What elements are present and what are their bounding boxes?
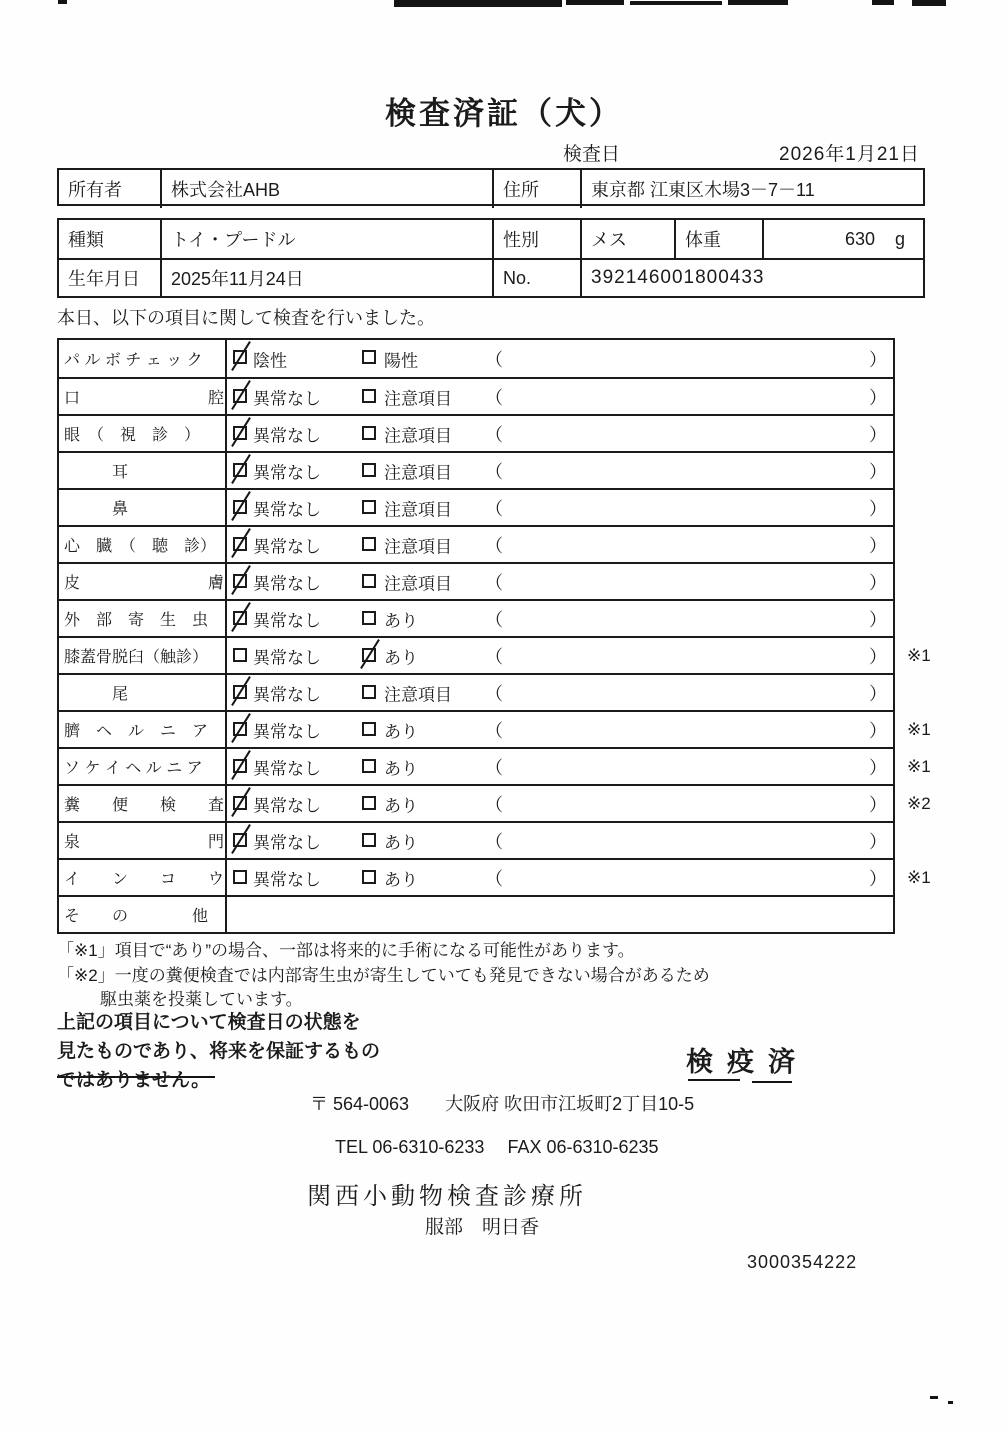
paren-open: （	[485, 868, 503, 889]
scan-artifact	[948, 1401, 953, 1404]
option2-label: 注意項目	[384, 389, 452, 408]
birthdate-value: 2025年11月24日	[160, 258, 492, 296]
owner-label: 所有者	[68, 180, 122, 200]
exam-row-content	[227, 786, 893, 821]
exam-row-label: イ ン コ ウ	[59, 860, 227, 895]
paren-close: ）	[869, 831, 887, 852]
exam-row-label: 皮 膚	[59, 564, 227, 599]
checkbox-option2	[362, 796, 376, 810]
exam-row-label: ソ ケ イ ヘ ル ニ ア	[59, 749, 227, 784]
no-label: No.	[492, 258, 580, 296]
option2-label: 注意項目	[384, 463, 452, 482]
exam-row-content	[227, 860, 893, 895]
checkbox-option1	[233, 870, 247, 884]
checkbox-option1	[233, 389, 247, 403]
clinic-tel-fax: TEL 06-6310-6233 FAX 06-6310-6235	[335, 1137, 659, 1157]
checkbox-option2	[362, 463, 376, 477]
option1-label: 異常なし	[253, 648, 321, 667]
checkbox-option2	[362, 500, 376, 514]
table-row	[59, 340, 893, 377]
table-row	[59, 858, 931, 895]
paren-open: （	[485, 683, 503, 704]
table-row	[59, 377, 893, 414]
exam-row-content	[227, 340, 893, 377]
exam-row-label: 耳	[59, 453, 227, 488]
exam-row-content	[227, 490, 893, 525]
checkbox-option1	[233, 574, 247, 588]
exam-row-content	[227, 453, 893, 488]
exam-row-label: そ の 他	[59, 897, 227, 932]
sex-value: メス	[580, 220, 674, 258]
checkbox-option2	[362, 574, 376, 588]
exam-date-label: 検査日	[563, 144, 621, 165]
exam-row-label: 臍 ヘ ル ニ ア	[59, 712, 227, 747]
exam-row-content	[227, 638, 893, 673]
exam-row-content	[227, 527, 893, 562]
paren-open: （	[485, 387, 503, 408]
paren-close: ）	[869, 683, 887, 704]
paren-open: （	[485, 349, 503, 370]
option1-label: 異常なし	[253, 389, 321, 408]
exam-row-content	[227, 823, 893, 858]
no-value: 392146001800433	[580, 258, 923, 296]
checkbox-option2	[362, 350, 376, 364]
option2-label: あり	[384, 759, 418, 778]
table-row	[59, 710, 931, 747]
option1-label: 異常なし	[253, 500, 321, 519]
option1-label: 異常なし	[253, 537, 321, 556]
serial-number: 3000354222	[747, 1252, 858, 1272]
option1-label: 異常なし	[253, 796, 321, 815]
clinic-address: 〒 564-0063 大阪府 吹田市江坂町2丁目10-5	[310, 1094, 695, 1114]
footnote-2-line1: 「※2」一度の糞便検査では内部寄生虫が寄生していても発見できない場合があるため	[57, 966, 710, 985]
paren-close: ）	[869, 720, 887, 741]
checkbox-option1	[233, 759, 247, 773]
intro-text: 本日、以下の項目に関して検査を行いました。	[57, 308, 435, 328]
option1-label: 異常なし	[253, 722, 321, 741]
paren-close: ）	[869, 424, 887, 445]
scan-artifact	[752, 1081, 792, 1083]
checkbox-option1	[233, 722, 247, 736]
exam-row-label: 外 部 寄 生 虫	[59, 601, 227, 636]
scan-artifact	[912, 0, 946, 6]
paren-open: （	[485, 424, 503, 445]
option2-label: あり	[384, 722, 418, 741]
birthdate-label: 生年月日	[59, 258, 162, 296]
paren-open: （	[485, 757, 503, 778]
exam-row-label: パ ル ボ チ ェ ッ ク	[59, 340, 227, 377]
paren-open: （	[485, 461, 503, 482]
paren-close: ）	[869, 572, 887, 593]
exam-row-label: 眼 （ 視 診 ）	[59, 416, 227, 451]
option1-label: 異常なし	[253, 574, 321, 593]
paren-open: （	[485, 498, 503, 519]
option2-label: あり	[384, 611, 418, 630]
paren-close: ）	[869, 646, 887, 667]
disclaimer-line1: 上記の項目について検査日の状態を	[57, 1012, 361, 1033]
option2-label: 注意項目	[384, 537, 452, 556]
paren-close: ）	[869, 757, 887, 778]
paren-open: （	[485, 794, 503, 815]
note-mark: ※2	[907, 793, 931, 813]
paren-open: （	[485, 720, 503, 741]
exam-row-content	[227, 601, 893, 636]
staff-name: 服部 明日香	[425, 1217, 540, 1238]
scan-artifact	[688, 1079, 740, 1081]
exam-row-content	[227, 897, 893, 932]
scan-artifact	[566, 0, 624, 5]
checkbox-option1	[233, 611, 247, 625]
option1-label: 異常なし	[253, 759, 321, 778]
option1-label: 陰性	[253, 351, 287, 370]
table-row	[59, 414, 893, 451]
option1-label: 異常なし	[253, 463, 321, 482]
owner-table	[57, 168, 925, 206]
option2-label: あり	[384, 796, 418, 815]
paren-open: （	[485, 831, 503, 852]
table-row	[59, 821, 893, 858]
disclaimer-line2: 見たものであり、将来を保証するもの	[57, 1041, 381, 1062]
exam-row-content	[227, 416, 893, 451]
exam-date-value: 2026年1月21日	[779, 144, 920, 165]
page-title: 検査済証（犬）	[385, 96, 623, 131]
table-row	[59, 895, 893, 932]
exam-row-label: 鼻	[59, 490, 227, 525]
checkbox-option2	[362, 870, 376, 884]
paren-close: ）	[869, 794, 887, 815]
checkbox-option1	[233, 796, 247, 810]
footnote-1: 「※1」項目で“あり”の場合、一部は将来的に手術になる可能性があります。	[57, 941, 635, 960]
sex-label: 性別	[492, 220, 580, 258]
checkbox-option2	[362, 685, 376, 699]
checkbox-option1	[233, 833, 247, 847]
checkbox-option2	[362, 537, 376, 551]
address-value: 東京都 江東区木場3－7－11	[580, 170, 923, 208]
paren-close: ）	[869, 349, 887, 370]
checkbox-option2	[362, 611, 376, 625]
checkbox-option1	[233, 350, 247, 364]
exam-row-content	[227, 675, 893, 710]
exam-row-content	[227, 712, 893, 747]
weight-number: 630	[844, 228, 875, 249]
paren-close: ）	[869, 498, 887, 519]
scan-artifact	[930, 1396, 938, 1399]
option2-label: あり	[384, 648, 418, 667]
exam-row-label: 口 腔	[59, 379, 227, 414]
paren-close: ）	[869, 609, 887, 630]
note-mark: ※1	[907, 645, 931, 665]
note-mark: ※1	[907, 867, 931, 887]
exam-row-label: 尾	[59, 675, 227, 710]
footnote-2-line2: 駆虫薬を投薬しています。	[100, 990, 303, 1009]
exam-table	[57, 338, 931, 934]
option2-label: 注意項目	[384, 574, 452, 593]
table-row	[59, 562, 893, 599]
checkbox-option2	[362, 426, 376, 440]
address-label: 住所	[492, 170, 580, 208]
checkbox-option1	[233, 648, 247, 662]
paren-open: （	[485, 609, 503, 630]
weight-label: 体重	[674, 220, 762, 258]
scan-artifact	[394, 0, 562, 7]
checkbox-option2	[362, 722, 376, 736]
scan-artifact	[630, 1, 722, 5]
quarantine-stamp: 検疫済	[686, 1047, 809, 1077]
option2-label: あり	[384, 870, 418, 889]
pet-info-table	[57, 218, 925, 298]
paren-close: ）	[869, 868, 887, 889]
checkbox-option1	[233, 537, 247, 551]
breed-label: 種類	[68, 230, 104, 250]
checkbox-option2	[362, 648, 376, 662]
table-row	[59, 747, 931, 784]
paren-open: （	[485, 572, 503, 593]
checkbox-option1	[233, 426, 247, 440]
table-row	[59, 673, 893, 710]
scan-artifact	[58, 0, 67, 4]
clinic-name: 関西小動物検査診療所	[307, 1183, 587, 1210]
weight-unit: g	[894, 228, 905, 249]
table-row	[59, 488, 893, 525]
paren-close: ）	[869, 535, 887, 556]
option1-label: 異常なし	[253, 833, 321, 852]
exam-row-label: 泉 門	[59, 823, 227, 858]
exam-row-content	[227, 749, 893, 784]
exam-row-content	[227, 564, 893, 599]
table-row	[59, 636, 931, 673]
table-row	[59, 784, 931, 821]
option2-label: 注意項目	[384, 426, 452, 445]
option2-label: 注意項目	[384, 685, 452, 704]
checkbox-option2	[362, 833, 376, 847]
option1-label: 異常なし	[253, 685, 321, 704]
weight-value	[762, 220, 923, 258]
paren-open: （	[485, 535, 503, 556]
option1-label: 異常なし	[253, 426, 321, 445]
option1-label: 異常なし	[253, 870, 321, 889]
checkbox-option1	[233, 685, 247, 699]
exam-row-label: 糞 便 検 査	[59, 786, 227, 821]
checkbox-option2	[362, 759, 376, 773]
scan-artifact	[728, 0, 788, 5]
note-mark: ※1	[907, 756, 931, 776]
checkbox-option1	[233, 500, 247, 514]
option2-label: 注意項目	[384, 500, 452, 519]
paren-open: （	[485, 646, 503, 667]
note-mark: ※1	[907, 719, 931, 739]
breed-value: トイ・プードル	[160, 220, 492, 258]
paren-close: ）	[869, 387, 887, 408]
option2-label: あり	[384, 833, 418, 852]
owner-value: 株式会社AHB	[160, 170, 492, 208]
checkbox-option2	[362, 389, 376, 403]
table-row	[59, 599, 893, 636]
exam-row-content	[227, 379, 893, 414]
option2-label: 陽性	[384, 351, 418, 370]
exam-row-label: 心 臓 （ 聴 診）	[59, 527, 227, 562]
option1-label: 異常なし	[253, 611, 321, 630]
disclaimer-line3: ではありません。	[57, 1070, 211, 1091]
checkbox-option1	[233, 463, 247, 477]
table-row	[59, 525, 893, 562]
table-row	[59, 451, 893, 488]
exam-row-label: 膝蓋骨脱臼（触診）	[59, 638, 227, 673]
scan-artifact	[872, 0, 894, 5]
paren-close: ）	[869, 461, 887, 482]
